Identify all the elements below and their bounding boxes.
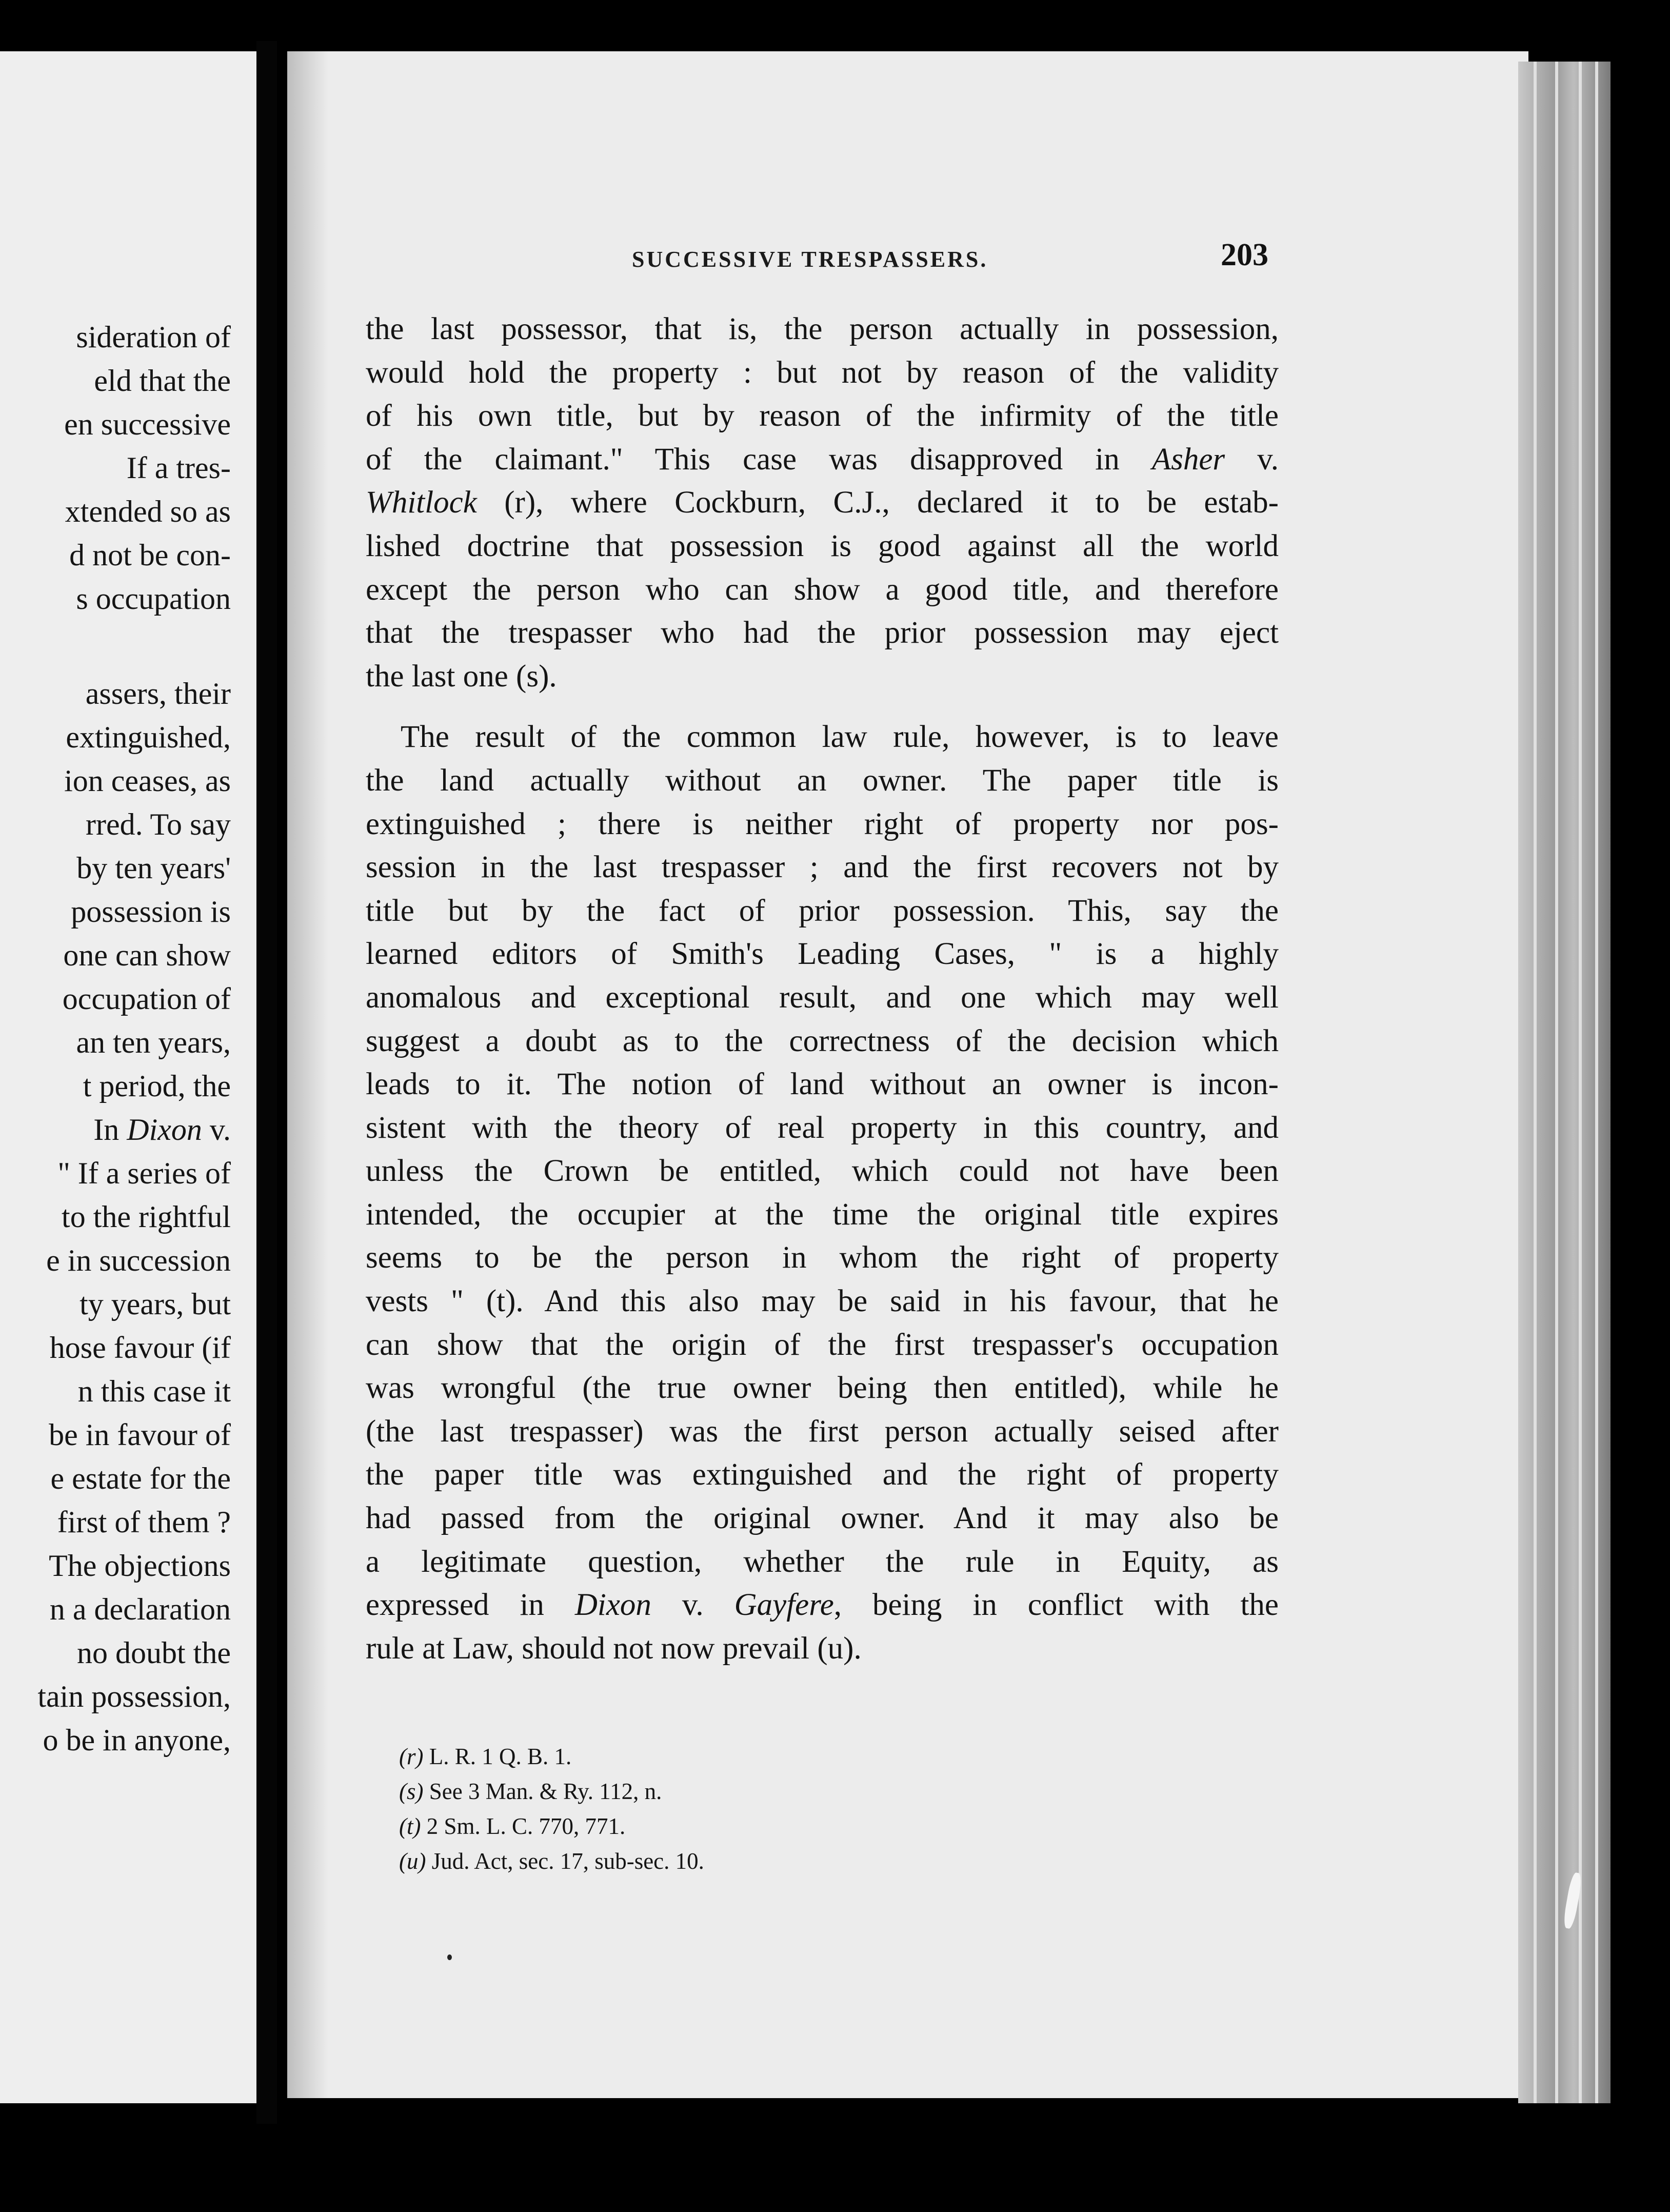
ink-dot <box>447 1954 452 1960</box>
body-line: suggest a doubt as to the correctness of the decision which <box>366 1023 1279 1058</box>
body-line: title but by the fact of prior possession. This, say the <box>366 893 1279 928</box>
left-page-line: en successive <box>64 407 231 441</box>
body-line: extinguished ; there is neither right of property nor pos- <box>366 806 1279 841</box>
body-line: Whitlock (r), where Cockburn, C.J., declared it to be estab- <box>366 485 1279 520</box>
left-page-line: n this case it <box>77 1374 231 1408</box>
footnote: (r) L. R. 1 Q. B. 1. <box>399 1744 572 1769</box>
left-page-line: be in favour of <box>49 1418 231 1452</box>
left-page-line: e estate for the <box>50 1462 231 1495</box>
body-line: anomalous and exceptional result, and one which may well <box>366 980 1279 1015</box>
body-line: a legitimate question, whether the rule in Equity, as <box>366 1544 1279 1579</box>
blank-line <box>0 621 231 672</box>
body-line: had passed from the original owner. And it may also be <box>366 1501 1279 1536</box>
previous-page-text <box>0 315 231 1762</box>
body-line: the last one (s). <box>366 659 557 694</box>
left-page-line: ty years, but <box>79 1287 231 1321</box>
left-page-line: to the rightful <box>62 1200 231 1234</box>
body-line: was wrongful (the true owner being then entitled), while he <box>366 1371 1279 1406</box>
left-page-line: assers, their <box>85 677 231 710</box>
body-text <box>366 308 1279 1670</box>
body-line: (the last trespasser) was the first person actually seised after <box>366 1414 1279 1449</box>
footnotes <box>399 1739 704 1879</box>
left-page-line: n a declaration <box>49 1592 231 1626</box>
left-page-line: possession is <box>71 895 231 929</box>
left-page-line: no doubt the <box>77 1636 231 1670</box>
footnote: (t) 2 Sm. L. C. 770, 771. <box>399 1813 626 1839</box>
gutter-shadow <box>256 41 277 2124</box>
left-page-line: extinguished, <box>66 720 231 754</box>
left-page-line: In Dixon v. <box>93 1113 231 1147</box>
body-line: intended, the occupier at the time the original title expires <box>366 1197 1279 1232</box>
page-curl-shadow <box>287 51 328 2098</box>
left-page-line: hose favour (if <box>49 1331 231 1365</box>
body-line: would hold the property : but not by reason of the validity <box>366 355 1279 390</box>
left-page-line: xtended so as <box>65 495 231 528</box>
left-page-line: e in succession <box>46 1243 231 1277</box>
body-line: except the person who can show a good title, and therefore <box>366 572 1279 607</box>
page-number: 203 <box>1221 238 1268 272</box>
left-page-line: by ten years' <box>76 851 231 885</box>
left-page-line: occupation of <box>62 982 231 1016</box>
body-line: vests " (t). And this also may be said in his favour, that he <box>366 1284 1279 1319</box>
left-page-line: The objections <box>49 1549 231 1583</box>
left-page-line: rred. To say <box>86 807 231 841</box>
left-page-line: t period, the <box>83 1069 231 1103</box>
body-line: rule at Law, should not now prevail (u). <box>366 1631 862 1666</box>
left-page-line: one can show <box>63 938 231 972</box>
left-page-line: s occupation <box>76 582 231 616</box>
body-line: leads to it. The notion of land without an owner is incon- <box>366 1067 1279 1102</box>
left-page-line: sideration of <box>76 320 231 354</box>
left-page-line: first of them ? <box>57 1505 231 1539</box>
body-line: that the trespasser who had the prior possession may eject <box>366 616 1279 650</box>
body-line: the land actually without an owner. The paper title is <box>366 763 1279 798</box>
body-line: the paper title was extinguished and the right of property <box>366 1457 1279 1492</box>
footnote: (s) See 3 Man. & Ry. 112, n. <box>399 1779 662 1804</box>
body-line: lished doctrine that possession is good against all the world <box>366 528 1279 563</box>
body-line: unless the Crown be entitled, which could not have been <box>366 1154 1279 1189</box>
left-page-line: If a tres- <box>126 451 231 485</box>
left-page-line: o be in anyone, <box>43 1723 231 1757</box>
previous-page-fragment <box>0 51 256 2103</box>
body-line: expressed in Dixon v. Gayfere, being in conflict with the <box>366 1588 1279 1623</box>
body-line: of his own title, but by reason of the infirmity of the title <box>366 399 1279 433</box>
left-page-line: tain possession, <box>37 1680 231 1713</box>
body-line: session in the last trespasser ; and the first recovers not by <box>366 850 1279 885</box>
running-head: SUCCESSIVE TRESPASSERS. <box>632 247 988 272</box>
page-block-edge <box>1518 62 1611 2103</box>
left-page-line: " If a series of <box>57 1156 231 1190</box>
left-page-line: ion ceases, as <box>64 764 231 798</box>
body-line: of the claimant." This case was disapproved in Asher v. <box>366 442 1279 477</box>
body-line: sistent with the theory of real property in this country, and <box>366 1110 1279 1145</box>
left-page-line: an ten years, <box>76 1025 231 1059</box>
body-line: learned editors of Smith's Leading Cases, " is a highly <box>366 937 1279 972</box>
footnote: (u) Jud. Act, sec. 17, sub-sec. 10. <box>399 1848 704 1874</box>
body-line: the last possessor, that is, the person actually in possession, <box>366 312 1279 346</box>
left-page-line: d not be con- <box>69 538 231 572</box>
body-line: seems to be the person in whom the right of property <box>366 1240 1279 1275</box>
left-page-line: eld that the <box>94 364 231 398</box>
body-line: The result of the common law rule, however, is to leave <box>401 720 1279 755</box>
body-line: can show that the origin of the first trespasser's occupation <box>366 1327 1279 1362</box>
